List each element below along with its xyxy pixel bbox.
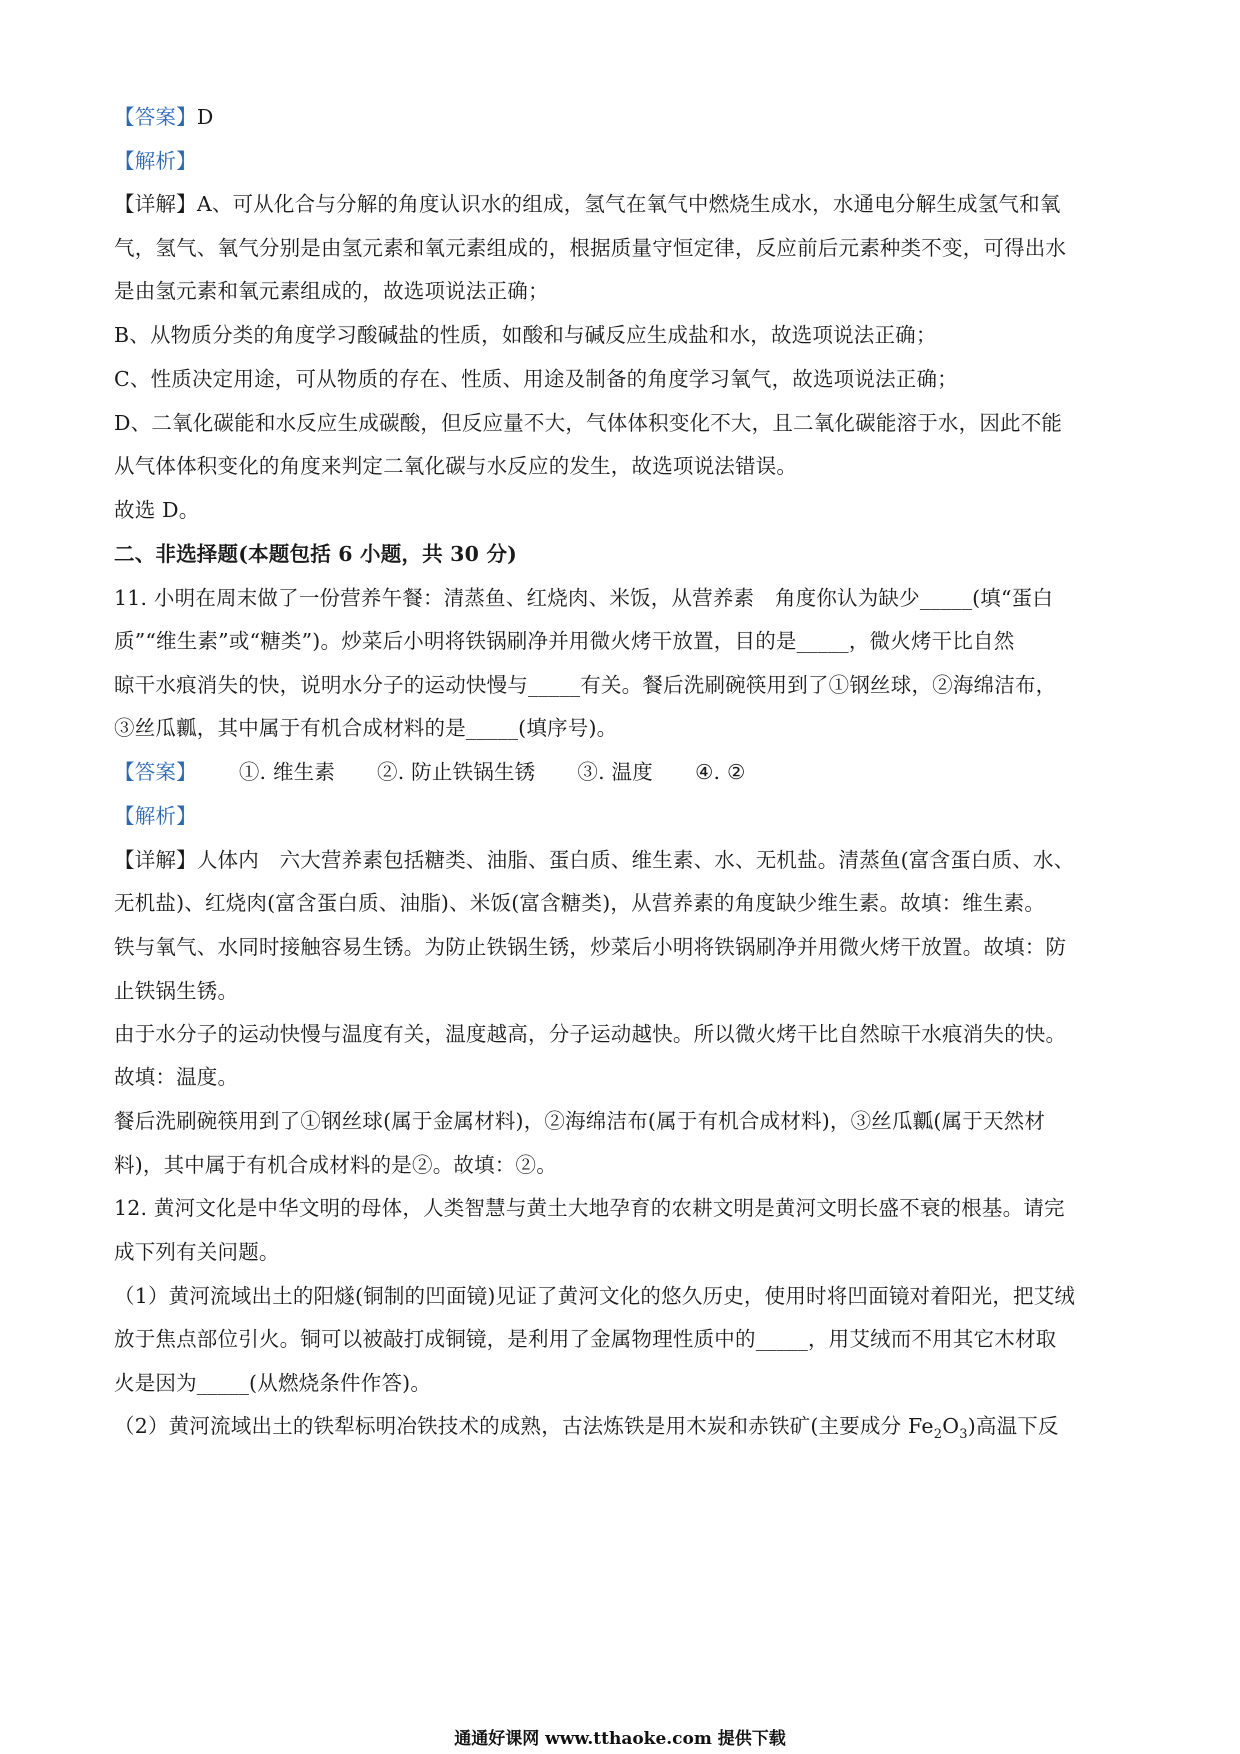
text-line: D、二氧化碳能和水反应生成碳酸，但反应量不大，气体体积变化不大，且二氧化碳能溶于水，因此不能 [114, 411, 1063, 435]
text-line: 放于焦点部位引火。铜可以被敲打成铜镜，是利用了金属物理性质中的_____，用艾绒而不用其它木材取 [114, 1327, 1057, 1351]
analysis-tag-q10: 【解析】 [114, 149, 197, 173]
sub-question-2: （2）黄河流域出土的铁犁标明冶铁技术的成熟，古法炼铁是用木炭和赤铁矿(主要成分 $Fe_2O_3$)高温下反 [114, 1414, 1059, 1443]
question-12: 12. 黄河文化是中华文明的母体，人类智慧与黄土大地孕育的农耕文明是黄河文明长盛不衰的根基。请完 [114, 1196, 1065, 1220]
text-line: B、从物质分类的角度学习酸碱盐的性质，如酸和与碱反应生成盐和水，故选项说法正确； [114, 323, 937, 347]
text-line: 质”“维生素”或“糖类”)。炒菜后小明将铁锅刷净并用微火烤干放置，目的是_____，微火烤干比自然 [114, 629, 1015, 653]
text-line: C、性质决定用途，可从物质的存在、性质、用途及制备的角度学习氧气，故选项说法正确； [114, 367, 958, 391]
answer-item: ②. 防止铁锅生锈 [377, 760, 536, 784]
text-line: 由于水分子的运动快慢与温度有关，温度越高，分子运动越快。所以微火烤干比自然晾干水痕消失的快。 [114, 1022, 1067, 1046]
text-line: 料)，其中属于有机合成材料的是②。故填：②。 [114, 1153, 557, 1177]
answer-item: ①. 维生素 [238, 760, 336, 784]
answer-line-q11 [114, 759, 746, 785]
page-footer: 通通好课网 www.tthaoke.com 提供下载 [454, 1729, 786, 1749]
text-line: 故填：温度。 [114, 1065, 239, 1089]
text-line: 气，氢气、氧气分别是由氢元素和氧元素组成的，根据质量守恒定律，反应前后元素种类不变，可得出水 [114, 236, 1067, 260]
question-11: 11. 小明在周末做了一份营养午餐：清蒸鱼、红烧肉、米饭，从营养素 角度你认为缺少_____(填“蛋白 [114, 586, 1054, 610]
text-line: 故选 D。 [114, 498, 200, 522]
sub-question-1: （1）黄河流域出土的阳燧(铜制的凹面镜)见证了黄河文化的悠久历史，使用时将凹面镜对着阳光，把艾绒 [114, 1284, 1076, 1308]
text-line: 是由氢元素和氧元素组成的，故选项说法正确； [114, 279, 549, 303]
text-line: 止铁锅生锈。 [114, 979, 239, 1003]
answer-tag: 【答案】 [114, 105, 197, 129]
detail-tag: 【详解】 [114, 192, 197, 216]
detail-tag: 【详解】 [114, 848, 197, 872]
text-line: 餐后洗刷碗筷用到了①钢丝球(属于金属材料)，②海绵洁布(属于有机合成材料)，③丝瓜瓤(属于天然材 [114, 1109, 1046, 1133]
text-line: ③丝瓜瓤，其中属于有机合成材料的是_____(填序号)。 [114, 716, 618, 740]
text-line: 无机盐)、红烧肉(富含蛋白质、油脂)、米饭(富含糖类)，从营养素的角度缺少维生素。故填：维生素。 [114, 891, 1046, 915]
answer-line-q10 [114, 104, 213, 130]
text-line: 从气体体积变化的角度来判定二氧化碳与水反应的发生，故选项说法错误。 [114, 454, 798, 478]
answer-tag: 【答案】 [114, 760, 197, 784]
text-line: 火是因为_____(从燃烧条件作答)。 [114, 1371, 432, 1395]
answer-item: ③. 温度 [577, 760, 653, 784]
answer-value: D [196, 105, 214, 129]
detail-line: 【详解】人体内 六大营养素包括糖类、油脂、蛋白质、维生素、水、无机盐。清蒸鱼(富含蛋白质、水、 [114, 848, 1075, 872]
text-line: 铁与氧气、水同时接触容易生锈。为防止铁锅生锈，炒菜后小明将铁锅刷净并用微火烤干放置。故填：防 [114, 935, 1067, 959]
text-line: 晾干水痕消失的快，说明水分子的运动快慢与_____有关。餐后洗刷碗筷用到了①钢丝球，②海绵洁布， [114, 673, 1057, 697]
section-heading: 二、非选择题(本题包括 6 小题，共 30 分) [114, 542, 518, 566]
detail-line: 【详解】A、可从化合与分解的角度认识水的组成，氢气在氧气中燃烧生成水，水通电分解生成氢气和氧 [114, 192, 1061, 216]
analysis-tag-q11: 【解析】 [114, 804, 197, 828]
text-line: 成下列有关问题。 [114, 1240, 280, 1264]
answer-item: ④. ② [694, 760, 746, 784]
